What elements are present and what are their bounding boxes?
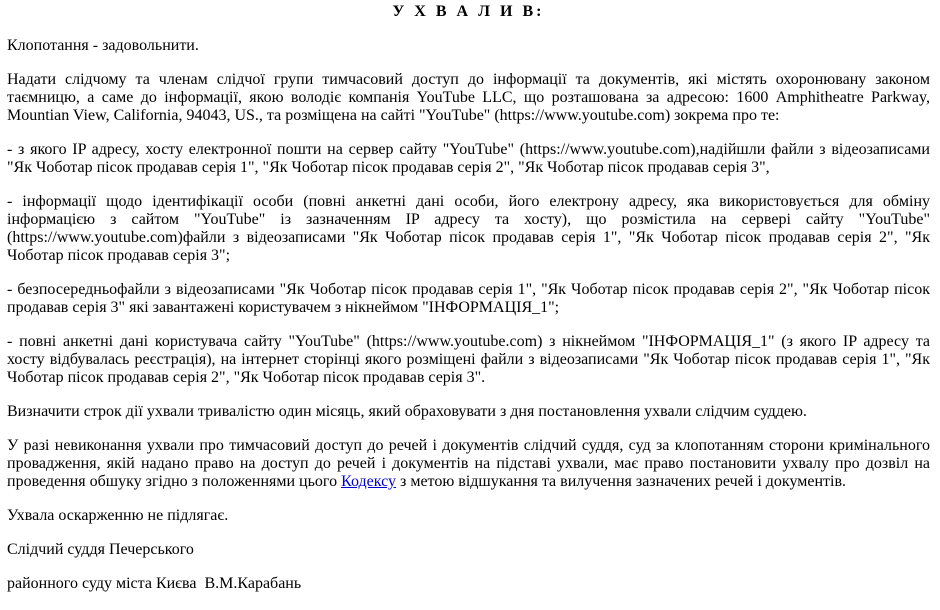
paragraph-grant: Клопотання - задовольнити. <box>7 37 199 54</box>
paragraph-identification: - інформації щодо ідентифікації особи (повні анкетні дані особи, його електрону адресу, яка використовується для обміну інформацією з сайтом "YouTube" із зазначенням IP адресу та хосту), що розмістила на сервері сайту "YouTube" (https://www.youtube.com)файли з відеозаписами "Як Чоботар пісок продавав серія 1", "Як Чоботар пісок продавав серія 2", "Як Чоботар пісок продавав серія 3"; <box>7 193 930 264</box>
code-link[interactable]: Кодексу <box>341 473 396 490</box>
judge-title: Слідчий суддя Печерського <box>7 541 194 558</box>
paragraph-term: Визначити строк дії ухвали тривалістю один місяць, який обраховувати з дня постановлення ухвали слідчим суддею. <box>7 403 807 420</box>
paragraph-video-files: - безпосередньофайли з відеозаписами "Як Чоботар пісок продавав серія 1", "Як Чоботар пісок продавав серія 2", "Як Чоботар пісок продавав серія 3" які завантажені користувачем з нікнеймом "ІНФОРМАЦІЯ_1"; <box>7 281 930 316</box>
paragraph-ip-address: - з якого IP адресу, хосту електронної пошти на сервер сайту "YouTube" (https://www.youtube.com),надійшли файли з відеозаписами "Як Чоботар пісок продавав серія 1", "Як Чоботар пісок продавав серія 2", "Як Чоботар пісок продавав серія 3", <box>7 141 930 176</box>
decision-heading: У Х В А Л И В: <box>392 3 545 20</box>
paragraph-no-appeal: Ухвала оскарженню не підлягає. <box>7 507 229 524</box>
paragraph-user-data: - повні анкетні дані користувача сайту "YouTube" (https://www.youtube.com) з нікнеймом "ІНФОРМАЦІЯ_1" (з якого IP адресу та хосту відбувалась реєстрація), на інтернет сторінці якого розміщені файли з відеозаписами "Як Чоботар пісок продавав серія 1", "Як Чоботар пісок продавав серія 2", "Як Чоботар пісок продавав серія 3". <box>7 333 930 386</box>
paragraph-access-order: Надати слідчому та членам слідчої групи тимчасовий доступ до інформації та документів, які містять охоронювану законом таємницю, а саме до інформації, якою володіє компанія YouTube LLC, що розташована за адресою: 1600 Amphitheatre Parkway, Mountian View, California, 94043, US., та розміщена на сайті "YouTube" (https://www.youtube.com) зокрема про те: <box>7 71 930 124</box>
non-compliance-text-before: У разі невиконання ухвали про тимчасовий доступ до речей і документів слідчий суддя, суд за клопотанням сторони кримінального провадження, якій надано право на доступ до речей і документів на підставі ухвали, має право постановити ухвалу про дозвіл на проведення обшуку згідно з положеннями цього <box>7 437 930 490</box>
judge-court-signature: районного суду міста Києва В.М.Карабань <box>7 575 302 592</box>
paragraph-non-compliance <box>7 437 930 491</box>
non-compliance-text-after: з метою відшукання та вилучення зазначених речей і документів. <box>396 473 847 490</box>
